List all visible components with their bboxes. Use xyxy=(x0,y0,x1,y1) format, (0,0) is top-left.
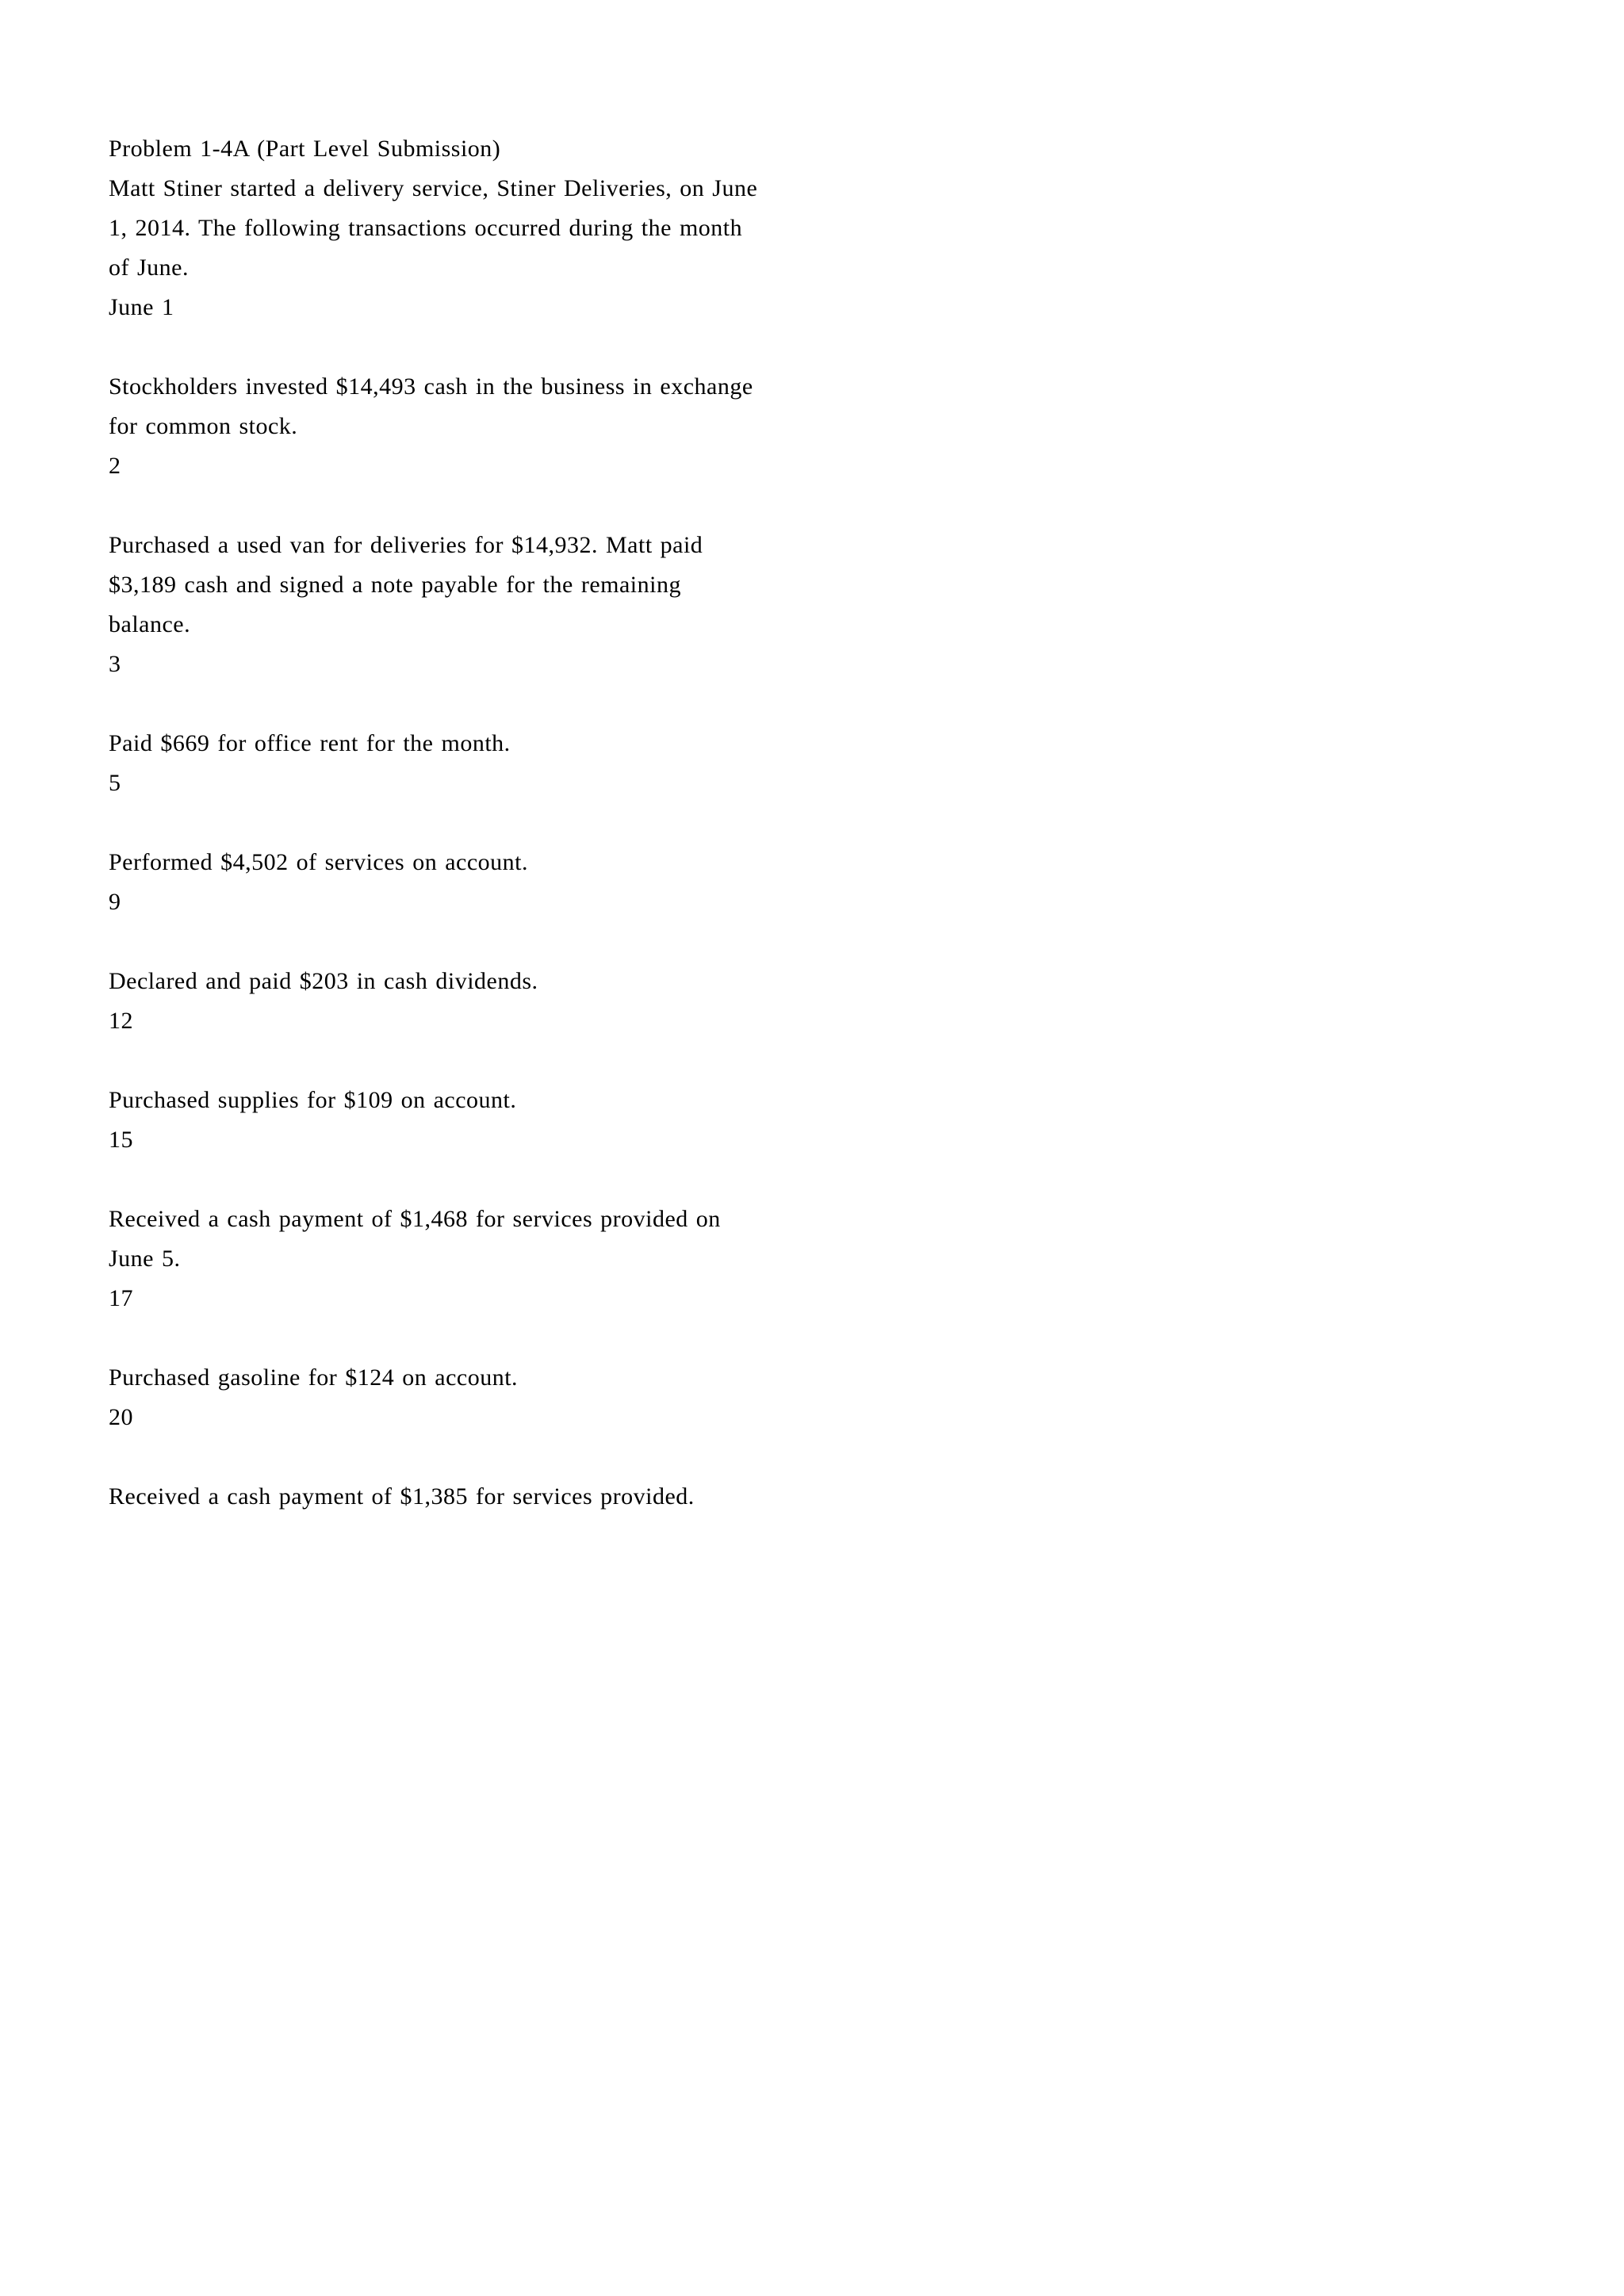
text-line: Paid $669 for office rent for the month. xyxy=(109,730,511,756)
text-line: Stockholders invested $14,493 cash in the business in exchange xyxy=(109,373,753,400)
text-line: 15 xyxy=(109,1127,133,1153)
document-title: Problem 1-4A (Part Level Submission) xyxy=(109,136,501,162)
text-line: 1, 2014. The following transactions occurred during the month xyxy=(109,215,743,241)
text-line: 17 xyxy=(109,1285,133,1311)
text-line: of June. xyxy=(109,254,189,281)
text-line: Performed $4,502 of services on account. xyxy=(109,849,529,875)
text-line xyxy=(109,1437,1576,1477)
text-line xyxy=(109,1041,1576,1081)
text-line: June 5. xyxy=(109,1246,181,1272)
text-line: 5 xyxy=(109,770,121,796)
text-line: 9 xyxy=(109,889,121,915)
text-line: balance. xyxy=(109,611,191,637)
text-line: 12 xyxy=(109,1008,133,1034)
text-line xyxy=(109,684,1576,724)
text-line: Received a cash payment of $1,468 for services provided on xyxy=(109,1206,721,1232)
text-line: 3 xyxy=(109,651,121,677)
text-line: Purchased gasoline for $124 on account. xyxy=(109,1364,519,1391)
text-line xyxy=(109,922,1576,962)
text-line xyxy=(109,486,1576,526)
text-line: 20 xyxy=(109,1404,133,1430)
text-line: Received a cash payment of $1,385 for services provided. xyxy=(109,1483,695,1510)
text-line: Purchased supplies for $109 on account. xyxy=(109,1087,517,1113)
text-line: for common stock. xyxy=(109,413,298,439)
text-line xyxy=(109,803,1576,843)
text-line: June 1 xyxy=(109,294,174,320)
text-line xyxy=(109,1160,1576,1200)
text-line: Purchased a used van for deliveries for $14,932. Matt paid xyxy=(109,532,703,558)
text-line: Matt Stiner started a delivery service, Stiner Deliveries, on June xyxy=(109,175,758,201)
text-line xyxy=(109,1318,1576,1358)
text-line: Declared and paid $203 in cash dividends. xyxy=(109,968,538,994)
text-line: $3,189 cash and signed a note payable for the remaining xyxy=(109,572,681,598)
text-line xyxy=(109,327,1576,367)
text-line: 2 xyxy=(109,453,121,479)
